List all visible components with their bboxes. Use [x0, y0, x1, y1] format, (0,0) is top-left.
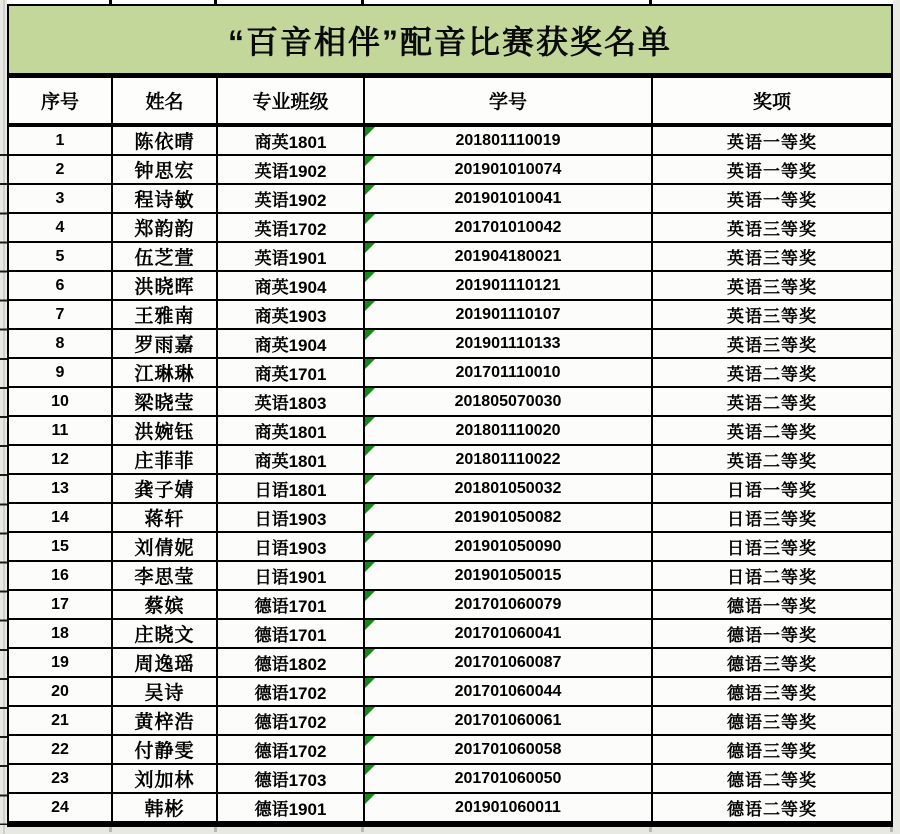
index-cell[interactable]: 1 — [9, 125, 112, 155]
error-indicator-triangle-icon — [365, 214, 375, 224]
award-cell[interactable]: 德语一等奖 — [652, 590, 891, 619]
index-cell[interactable]: 8 — [9, 329, 112, 358]
name-cell[interactable]: 洪晓晖 — [112, 271, 217, 300]
error-indicator-triangle-icon — [365, 330, 375, 340]
name-cell[interactable]: 李思莹 — [112, 561, 217, 590]
error-indicator-triangle-icon — [365, 359, 375, 369]
class-cell[interactable]: 日语1903 — [217, 532, 364, 561]
class-cell[interactable]: 德语1702 — [217, 677, 364, 706]
table-row — [9, 619, 891, 648]
index-cell[interactable]: 13 — [9, 474, 112, 503]
index-cell[interactable]: 12 — [9, 445, 112, 474]
class-cell[interactable]: 德语1901 — [217, 793, 364, 822]
award-cell[interactable]: 英语一等奖 — [652, 184, 891, 213]
name-cell[interactable]: 庄菲菲 — [112, 445, 217, 474]
student-id-cell[interactable] — [364, 416, 652, 445]
index-cell[interactable]: 11 — [9, 416, 112, 445]
student-id-text: 201901050082 — [454, 508, 562, 526]
student-id-text: 201901010074 — [454, 160, 562, 178]
class-cell[interactable]: 商英1801 — [217, 125, 364, 155]
column-header-student-id[interactable]: 学号 — [364, 78, 652, 125]
award-cell[interactable]: 德语一等奖 — [652, 619, 891, 648]
award-cell[interactable]: 英语三等奖 — [652, 300, 891, 329]
class-cell[interactable]: 德语1701 — [217, 619, 364, 648]
student-id-cell[interactable] — [364, 648, 652, 677]
student-id-text: 201901110107 — [455, 305, 561, 323]
table-row — [9, 677, 891, 706]
class-cell[interactable]: 商英1904 — [217, 271, 364, 300]
award-cell[interactable]: 英语三等奖 — [652, 271, 891, 300]
award-table-sheet — [7, 4, 893, 827]
award-cell[interactable]: 英语二等奖 — [652, 358, 891, 387]
name-cell[interactable]: 吴诗 — [112, 677, 217, 706]
student-id-cell[interactable] — [364, 125, 652, 155]
student-id-cell[interactable] — [364, 387, 652, 416]
index-cell[interactable]: 3 — [9, 184, 112, 213]
index-cell[interactable]: 15 — [9, 532, 112, 561]
student-id-text: 201701060058 — [454, 740, 562, 758]
name-cell[interactable]: 洪婉钰 — [112, 416, 217, 445]
index-cell[interactable]: 7 — [9, 300, 112, 329]
index-cell[interactable]: 9 — [9, 358, 112, 387]
index-cell[interactable]: 19 — [9, 648, 112, 677]
student-id-cell[interactable] — [364, 561, 652, 590]
class-cell[interactable]: 商英1904 — [217, 329, 364, 358]
student-id-cell[interactable] — [364, 706, 652, 735]
table-row — [9, 648, 891, 677]
class-cell[interactable]: 商英1903 — [217, 300, 364, 329]
student-id-text: 201805070030 — [454, 392, 562, 410]
award-cell[interactable]: 德语三等奖 — [652, 706, 891, 735]
error-indicator-triangle-icon — [365, 156, 375, 166]
class-cell[interactable]: 德语1802 — [217, 648, 364, 677]
student-id-cell[interactable] — [364, 184, 652, 213]
table-row — [9, 793, 891, 822]
index-cell[interactable]: 2 — [9, 155, 112, 184]
index-cell[interactable]: 5 — [9, 242, 112, 271]
student-id-text: 201801110020 — [455, 421, 561, 439]
error-indicator-triangle-icon — [365, 388, 375, 398]
table-row — [9, 329, 891, 358]
table-row — [9, 387, 891, 416]
column-header-award[interactable]: 奖项 — [652, 78, 891, 125]
name-cell[interactable]: 庄晓文 — [112, 619, 217, 648]
error-indicator-triangle-icon — [365, 765, 375, 775]
class-cell[interactable]: 英语1902 — [217, 155, 364, 184]
award-cell[interactable]: 英语一等奖 — [652, 155, 891, 184]
award-cell[interactable]: 英语二等奖 — [652, 416, 891, 445]
award-cell[interactable]: 英语三等奖 — [652, 242, 891, 271]
name-cell[interactable]: 韩彬 — [112, 793, 217, 822]
table-row — [9, 590, 891, 619]
table-row — [9, 416, 891, 445]
award-cell[interactable]: 日语三等奖 — [652, 532, 891, 561]
table-row — [9, 561, 891, 590]
index-cell[interactable]: 4 — [9, 213, 112, 242]
table-row — [9, 271, 891, 300]
student-id-text: 201904180021 — [454, 247, 562, 265]
award-cell[interactable]: 日语一等奖 — [652, 474, 891, 503]
award-cell[interactable]: 英语三等奖 — [652, 213, 891, 242]
index-cell[interactable]: 18 — [9, 619, 112, 648]
error-indicator-triangle-icon — [365, 272, 375, 282]
name-cell[interactable]: 蔡嫔 — [112, 590, 217, 619]
index-cell[interactable]: 22 — [9, 735, 112, 764]
student-id-cell[interactable] — [364, 503, 652, 532]
student-id-cell[interactable] — [364, 300, 652, 329]
name-cell[interactable]: 罗雨嘉 — [112, 329, 217, 358]
error-indicator-triangle-icon — [365, 620, 375, 630]
error-indicator-triangle-icon — [365, 591, 375, 601]
name-cell[interactable]: 伍芝萱 — [112, 242, 217, 271]
class-cell[interactable]: 英语1803 — [217, 387, 364, 416]
name-cell[interactable]: 王雅南 — [112, 300, 217, 329]
student-id-cell[interactable] — [364, 242, 652, 271]
student-id-text: 201701010042 — [454, 218, 562, 236]
name-cell[interactable]: 蒋轩 — [112, 503, 217, 532]
student-id-cell[interactable] — [364, 735, 652, 764]
class-cell[interactable]: 英语1901 — [217, 242, 364, 271]
table-row — [9, 300, 891, 329]
name-cell[interactable]: 黄梓浩 — [112, 706, 217, 735]
error-indicator-triangle-icon — [365, 127, 375, 137]
class-cell[interactable]: 商英1801 — [217, 416, 364, 445]
table-row — [9, 445, 891, 474]
name-cell[interactable]: 程诗敏 — [112, 184, 217, 213]
adjacent-cells-bottom-remnant — [7, 827, 893, 832]
student-id-cell[interactable] — [364, 358, 652, 387]
page-title[interactable]: “百音相伴”配音比赛获奖名单 — [9, 6, 891, 78]
award-cell[interactable]: 德语三等奖 — [652, 677, 891, 706]
student-id-cell[interactable] — [364, 590, 652, 619]
student-id-cell[interactable] — [364, 445, 652, 474]
index-cell[interactable]: 23 — [9, 764, 112, 793]
index-cell[interactable]: 20 — [9, 677, 112, 706]
name-cell[interactable]: 江琳琳 — [112, 358, 217, 387]
award-cell[interactable]: 日语三等奖 — [652, 503, 891, 532]
error-indicator-triangle-icon — [365, 707, 375, 717]
student-id-text: 201801050032 — [454, 479, 562, 497]
student-id-cell[interactable] — [364, 155, 652, 184]
name-cell[interactable]: 郑韵韵 — [112, 213, 217, 242]
name-cell[interactable]: 梁晓莹 — [112, 387, 217, 416]
table-row — [9, 706, 891, 735]
error-indicator-triangle-icon — [365, 649, 375, 659]
table-row — [9, 358, 891, 387]
error-indicator-triangle-icon — [365, 678, 375, 688]
class-cell[interactable]: 英语1702 — [217, 213, 364, 242]
class-cell[interactable]: 德语1703 — [217, 764, 364, 793]
table-row — [9, 213, 891, 242]
award-cell[interactable]: 英语二等奖 — [652, 445, 891, 474]
error-indicator-triangle-icon — [365, 301, 375, 311]
student-id-text: 201701060050 — [454, 769, 562, 787]
student-id-text: 201901050090 — [454, 537, 562, 555]
name-cell[interactable]: 陈依晴 — [112, 125, 217, 155]
name-cell[interactable]: 龚子婧 — [112, 474, 217, 503]
award-cell[interactable]: 德语三等奖 — [652, 648, 891, 677]
error-indicator-triangle-icon — [365, 243, 375, 253]
class-cell[interactable]: 德语1702 — [217, 735, 364, 764]
adjacent-cells-left-row-ticks — [0, 127, 7, 825]
class-cell[interactable]: 德语1702 — [217, 706, 364, 735]
index-cell[interactable]: 24 — [9, 793, 112, 822]
student-id-text: 201701060041 — [454, 624, 562, 642]
name-cell[interactable]: 付静雯 — [112, 735, 217, 764]
table-row — [9, 503, 891, 532]
table-row — [9, 155, 891, 184]
table-row — [9, 125, 891, 155]
error-indicator-triangle-icon — [365, 794, 375, 804]
student-id-cell[interactable] — [364, 619, 652, 648]
class-cell[interactable]: 日语1901 — [217, 561, 364, 590]
index-cell[interactable]: 14 — [9, 503, 112, 532]
student-id-text: 201701060079 — [454, 595, 562, 613]
award-cell[interactable]: 英语二等奖 — [652, 387, 891, 416]
table-row — [9, 184, 891, 213]
class-cell[interactable]: 英语1902 — [217, 184, 364, 213]
student-id-text: 201901110133 — [455, 334, 561, 352]
class-cell[interactable]: 商英1801 — [217, 445, 364, 474]
student-id-text: 201901050015 — [454, 566, 562, 584]
award-cell[interactable]: 德语三等奖 — [652, 735, 891, 764]
error-indicator-triangle-icon — [365, 562, 375, 572]
student-id-text: 201801110022 — [455, 450, 561, 468]
error-indicator-triangle-icon — [365, 185, 375, 195]
award-cell[interactable]: 德语二等奖 — [652, 764, 891, 793]
table-row — [9, 735, 891, 764]
error-indicator-triangle-icon — [365, 533, 375, 543]
error-indicator-triangle-icon — [365, 736, 375, 746]
column-header-class[interactable]: 专业班级 — [217, 78, 364, 125]
table-row — [9, 242, 891, 271]
name-cell[interactable]: 周逸瑶 — [112, 648, 217, 677]
table-row — [9, 532, 891, 561]
class-cell[interactable]: 日语1903 — [217, 503, 364, 532]
header-row — [9, 78, 891, 125]
student-id-cell[interactable] — [364, 271, 652, 300]
class-cell[interactable]: 德语1701 — [217, 590, 364, 619]
class-cell[interactable]: 日语1801 — [217, 474, 364, 503]
student-id-text: 201901060011 — [455, 798, 561, 816]
student-id-cell[interactable] — [364, 213, 652, 242]
error-indicator-triangle-icon — [365, 504, 375, 514]
student-id-cell[interactable] — [364, 532, 652, 561]
award-cell[interactable]: 德语二等奖 — [652, 793, 891, 822]
award-cell[interactable]: 英语一等奖 — [652, 125, 891, 155]
error-indicator-triangle-icon — [365, 417, 375, 427]
student-id-cell[interactable] — [364, 329, 652, 358]
student-id-cell[interactable] — [364, 793, 652, 822]
student-id-text: 201901110121 — [455, 276, 561, 294]
name-cell[interactable]: 钟思宏 — [112, 155, 217, 184]
error-indicator-triangle-icon — [365, 475, 375, 485]
student-id-text: 201901010041 — [454, 189, 562, 207]
table-row — [9, 474, 891, 503]
column-header-name[interactable]: 姓名 — [112, 78, 217, 125]
student-id-cell[interactable] — [364, 764, 652, 793]
student-id-cell[interactable] — [364, 474, 652, 503]
award-cell[interactable]: 日语二等奖 — [652, 561, 891, 590]
class-cell[interactable]: 商英1701 — [217, 358, 364, 387]
student-id-text: 201701060087 — [454, 653, 562, 671]
award-cell[interactable]: 英语三等奖 — [652, 329, 891, 358]
name-cell[interactable]: 刘倩妮 — [112, 532, 217, 561]
index-cell[interactable]: 21 — [9, 706, 112, 735]
award-table — [9, 78, 891, 823]
index-cell[interactable]: 16 — [9, 561, 112, 590]
table-row — [9, 764, 891, 793]
column-header-index[interactable]: 序号 — [9, 78, 112, 125]
student-id-text: 201701060061 — [454, 711, 562, 729]
student-id-cell[interactable] — [364, 677, 652, 706]
name-cell[interactable]: 刘加林 — [112, 764, 217, 793]
index-cell[interactable]: 17 — [9, 590, 112, 619]
table-body — [9, 125, 891, 822]
student-id-text: 201701060044 — [454, 682, 562, 700]
student-id-text: 201701110010 — [455, 363, 561, 381]
error-indicator-triangle-icon — [365, 446, 375, 456]
index-cell[interactable]: 10 — [9, 387, 112, 416]
index-cell[interactable]: 6 — [9, 271, 112, 300]
student-id-text: 201801110019 — [455, 131, 561, 149]
